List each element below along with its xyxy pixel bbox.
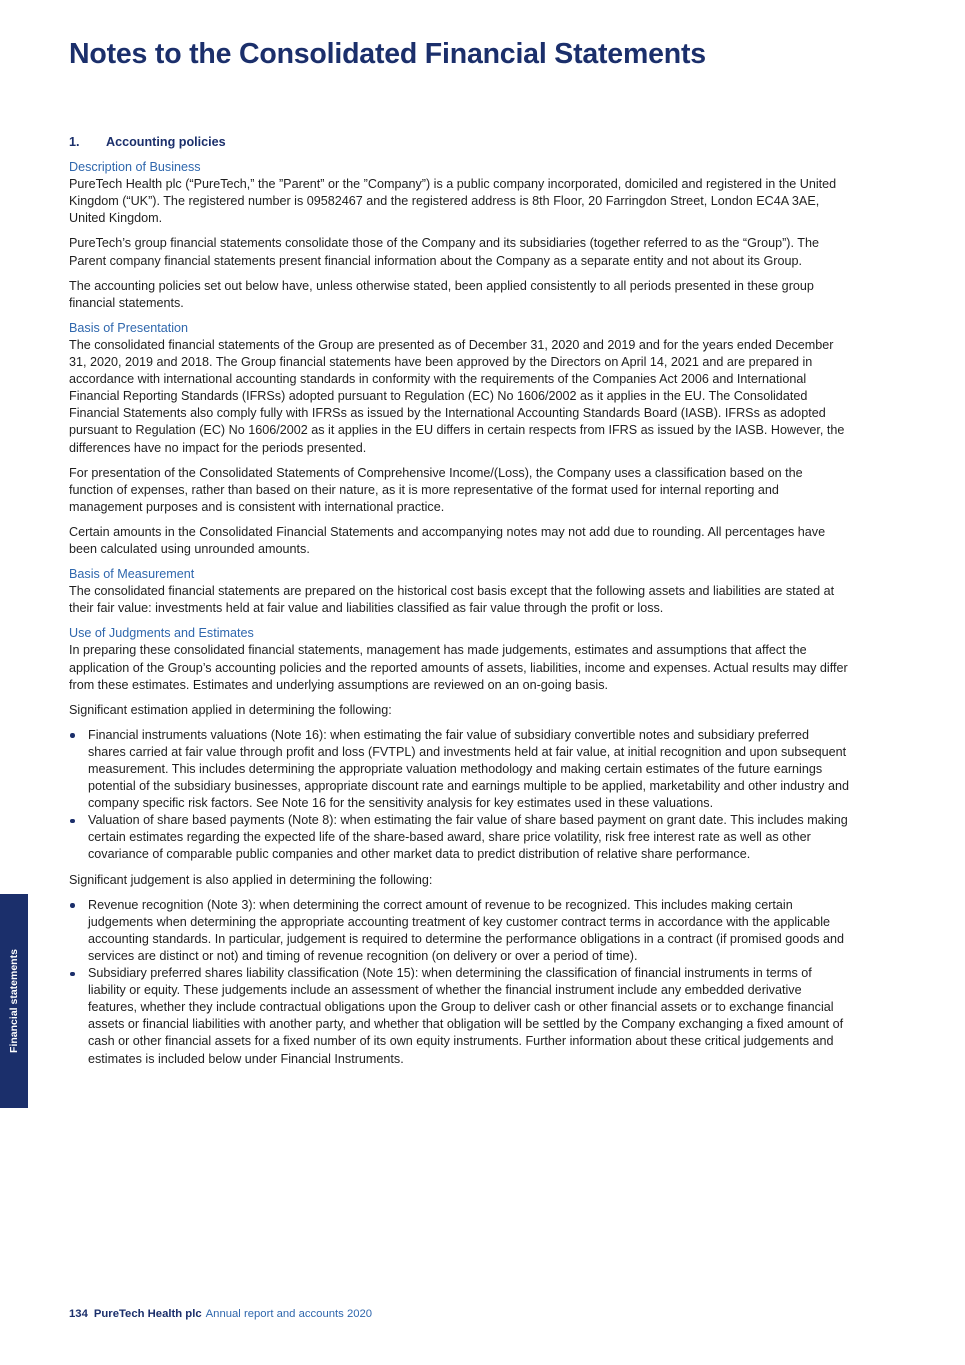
- basis-presentation-paragraph: The consolidated financial statements of the Group are presented as of December 31, 2020 and 2019 and for the years ended December 31, 2020, 2019 and 2018. The Group financial statements have been approved by the Directors on April 14, 2021 and are prepared in accordance with international accounting standards in conformity with the requirements of the Companies Act 2006 and International Financial Reporting Standards (IFRSs) adopted pursuant to Regulation (EC) No 1606/2002 as it applies in the EU. The Consolidated Financial Statements also comply fully with IFRSs as issued by the International Accounting Standards Board (IASB). IFRSs as adopted pursuant to Regulation (EC) No 1606/2002 as it applies in the EU differs in certain respects from IFRS as issued by the IASB. However, the differences have no impact for the periods presented.: [69, 337, 845, 455]
- judgement-intro: Significant judgement is also applied in determining the following:: [69, 872, 433, 887]
- page-number: 134: [69, 1308, 88, 1320]
- description-paragraph: PureTech Health plc (“PureTech,” the ”Parent” or the ”Company”) is a public company incorporated, domiciled and registered in the United Kingdom (“UK”). The registered number is 09582467 and the registered address is 8th Floor, 20 Farringdon Street, London EC4A 3AE, United Kingdom.: [69, 177, 837, 226]
- judgments-heading: Use of Judgments and Estimates: [69, 626, 254, 641]
- description-heading: Description of Business: [69, 160, 201, 175]
- notes-content: [69, 134, 849, 1076]
- section-heading: [69, 134, 849, 151]
- description-paragraph: The accounting policies set out below have, unless otherwise stated, been applied consistently to all periods presented in these group financial statements.: [69, 278, 814, 310]
- list-item: Subsidiary preferred shares liability classification (Note 15): when determining the classification of financial instruments in terms of liability or equity. These judgements include an assessment of whether the financial instrument include any embedded derivative features, whether they include contractual obligations upon the Group to deliver cash or other financial assets or to exchange financial assets or financial liabilities with another party, and whether that obligation will be settled by the Company exchanging a fixed amount of cash or other financial assets for a fixed number of its own equity instruments. Further information about these critical judgements and estimates is included below under Financial Instruments.: [69, 965, 849, 1068]
- judgments-paragraph: In preparing these consolidated financial statements, management has made judgements, estimates and assumptions that affect the application of the Group’s accounting policies and the reported amounts of assets, liabilities, income and expenses. Actual results may differ from these estimates. Estimates and underlying assumptions are reviewed on an on-going basis.: [69, 643, 848, 692]
- section-title: Accounting policies: [106, 135, 226, 149]
- footer-company: PureTech Health plc: [93, 1308, 202, 1320]
- basis-measurement-heading: Basis of Measurement: [69, 567, 195, 582]
- page-footer: [69, 1308, 372, 1320]
- description-paragraph: PureTech’s group financial statements consolidate those of the Company and its subsidiaries (together referred to as the “Group”). The Parent company financial statements present financial information about the Company as a separate entity and not about its Group.: [69, 236, 819, 268]
- list-item: Valuation of share based payments (Note 8): when estimating the fair value of share based payment on grant date. This includes making certain estimates regarding the expected life of the share-based award, share price volatility, risk free interest rate as well as other covariance of comparable public companies and other market data to predict distribution of relative share performance.: [69, 812, 849, 863]
- footer-report: Annual report and accounts 2020: [205, 1308, 373, 1320]
- basis-presentation-heading: Basis of Presentation: [69, 320, 189, 335]
- basis-presentation-paragraph: For presentation of the Consolidated Statements of Comprehensive Income/(Loss), the Company uses a classification based on the function of expenses, rather than based on their nature, as it is more representative of the format used for internal reporting and management purposes and is consistent with international practice.: [69, 465, 803, 514]
- estimation-intro: Significant estimation applied in determining the following:: [69, 702, 392, 717]
- list-item: Financial instruments valuations (Note 16): when estimating the fair value of subsidiary convertible notes and subsidiary preferred shares carried at fair value through profit and loss (FVTPL) and investments held at fair value, at initial recognition and upon subsequent measurement. This includes determining the appropriate valuation methodology and making certain estimates of the future earnings potential of the subsidiary businesses, appropriate discount rate and earnings multiple to be applied, marketability and other industry and company specific risk factors. See Note 16 for the sensitivity analysis for key estimates used in these valuations.: [69, 727, 849, 812]
- page-title: Notes to the Consolidated Financial Statements: [69, 38, 706, 70]
- basis-presentation-paragraph: Certain amounts in the Consolidated Financial Statements and accompanying notes may not add due to rounding. All percentages have been calculated using unrounded amounts.: [69, 524, 826, 556]
- basis-measurement-paragraph: The consolidated financial statements are prepared on the historical cost basis except that the following assets and liabilities are stated at their fair value: investments held at fair value and liabilities classified as fair value through the profit or loss.: [69, 584, 835, 616]
- section-side-tab: [0, 894, 28, 1108]
- list-item: Revenue recognition (Note 3): when determining the correct amount of revenue to be recognized. This includes making certain judgements when determining the appropriate accounting treatment of key customer contract terms in accordance with the applicable accounting standards. In particular, judgement is required to determine the performance obligations in a contract (if promised goods and services are distinct or not) and timing of revenue recognition (on delivery or over a period of time).: [69, 897, 849, 965]
- judgement-list: [69, 897, 849, 1068]
- section-number: 1.: [69, 135, 80, 149]
- estimation-list: [69, 727, 849, 864]
- side-tab-label: Financial statements: [8, 949, 20, 1053]
